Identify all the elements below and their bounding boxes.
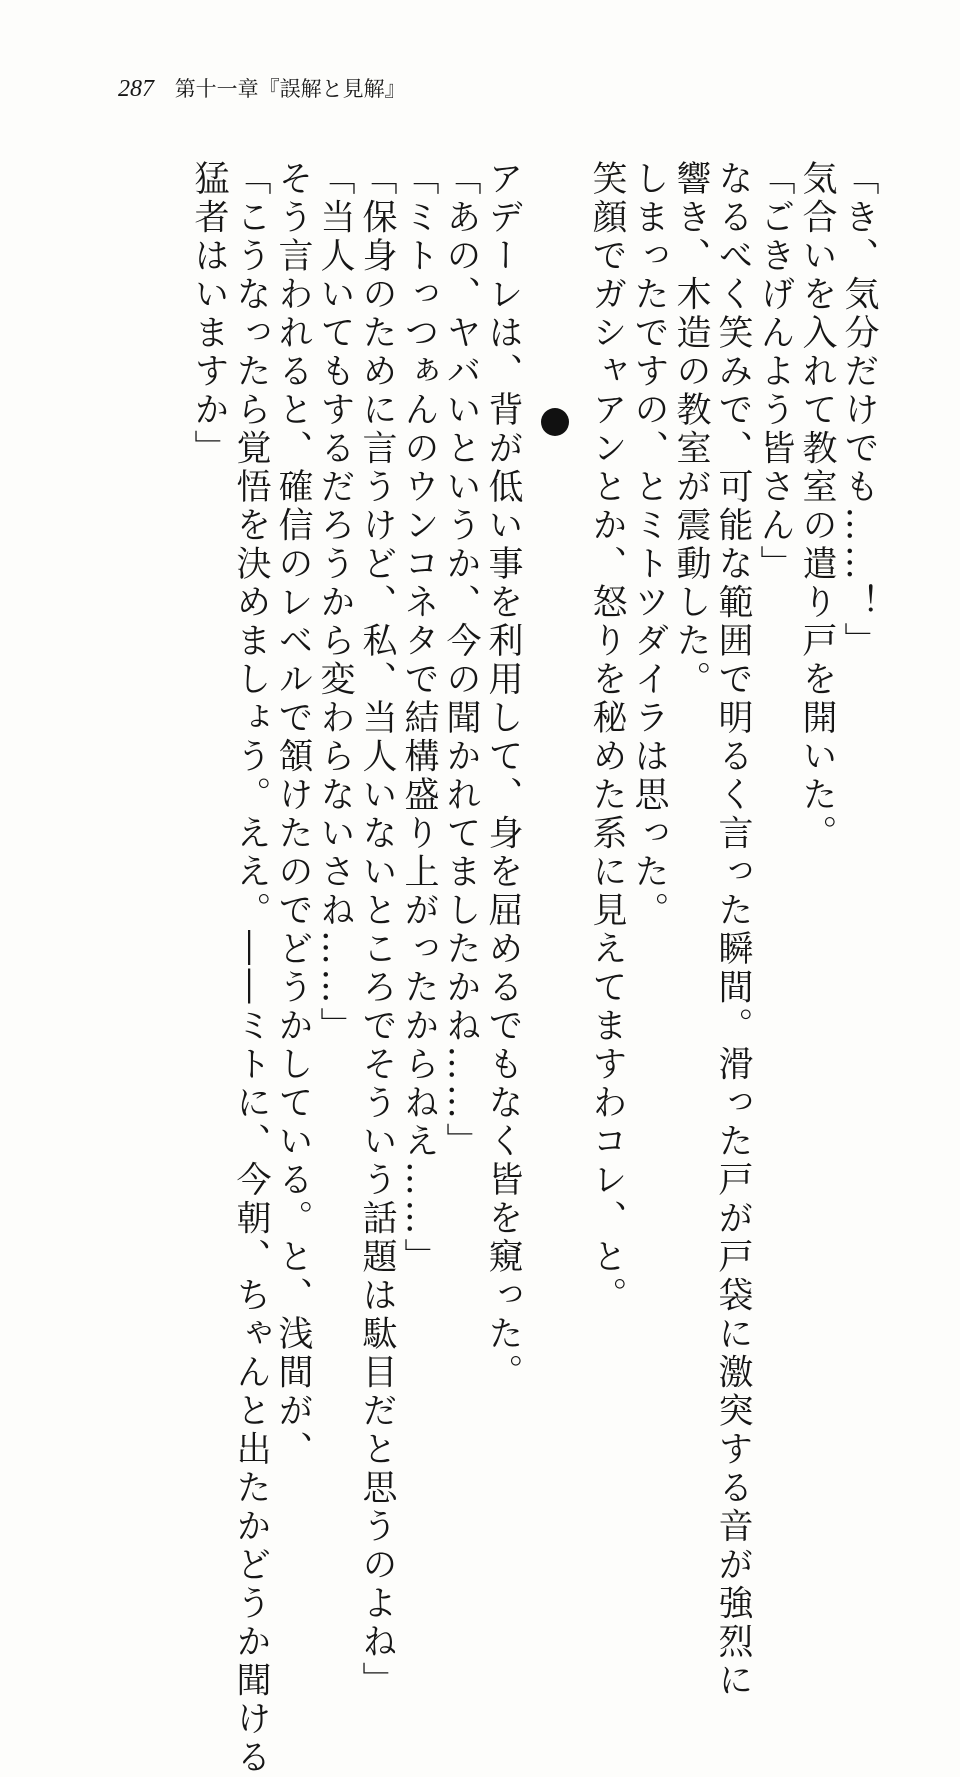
text-line-12: 「当人いてもするだろうから変わらないさね……」 <box>315 160 355 1046</box>
text-line-5: 響き、木造の教室が震動した。 <box>671 160 711 699</box>
scene-break <box>524 160 586 1320</box>
text-line-10: 「ミトっつぁんのウンコネタで結構盛り上がったからねえ……」 <box>399 160 439 1277</box>
page-number: 287 <box>118 76 154 102</box>
text-line-13: そう言われると、確信のレベルで頷けたのでどうかしている。と、浅間が、 <box>273 160 313 1469</box>
text-line-1: 「き、気分だけでも……！」 <box>839 160 879 661</box>
text-line-6: しまったですの、とミトツダイラは思った。 <box>629 160 669 930</box>
text-line-3: 「ごきげんよう皆さん」 <box>755 160 795 584</box>
text-line-14: 「こうなったら覚悟を決めましょう。ええ。――ミトに、今朝、ちゃんと出たかどうか聞ける <box>231 160 271 1777</box>
text-line-9: 「あの、ヤバいというか、今の聞かれてましたかね……」 <box>441 160 481 1161</box>
vertical-body-text <box>100 160 880 1777</box>
scene-break-dot-icon <box>541 408 569 436</box>
text-line-2: 気合いを入れて教室の遣り戸を開いた。 <box>797 160 837 853</box>
page-header <box>118 75 406 103</box>
text-line-15: 猛者はいますか」 <box>189 160 229 468</box>
text-line-7: 笑顔でガシャアンとか、怒りを秘めた系に見えてますわコレ、と。 <box>587 160 627 1315</box>
text-line-8: アデーレは、背が低い事を利用して、身を屈めるでもなく皆を窺った。 <box>483 160 523 1392</box>
text-line-11: 「保身のために言うけど、私、当人いないところでそういう話題は駄目だと思うのよね」 <box>357 160 397 1700</box>
text-line-4: なるべく笑みで、可能な範囲で明るく言った瞬間。滑った戸が戸袋に激突する音が強烈に <box>713 160 753 1700</box>
chapter-title: 第十一章『誤解と見解』 <box>174 77 406 101</box>
